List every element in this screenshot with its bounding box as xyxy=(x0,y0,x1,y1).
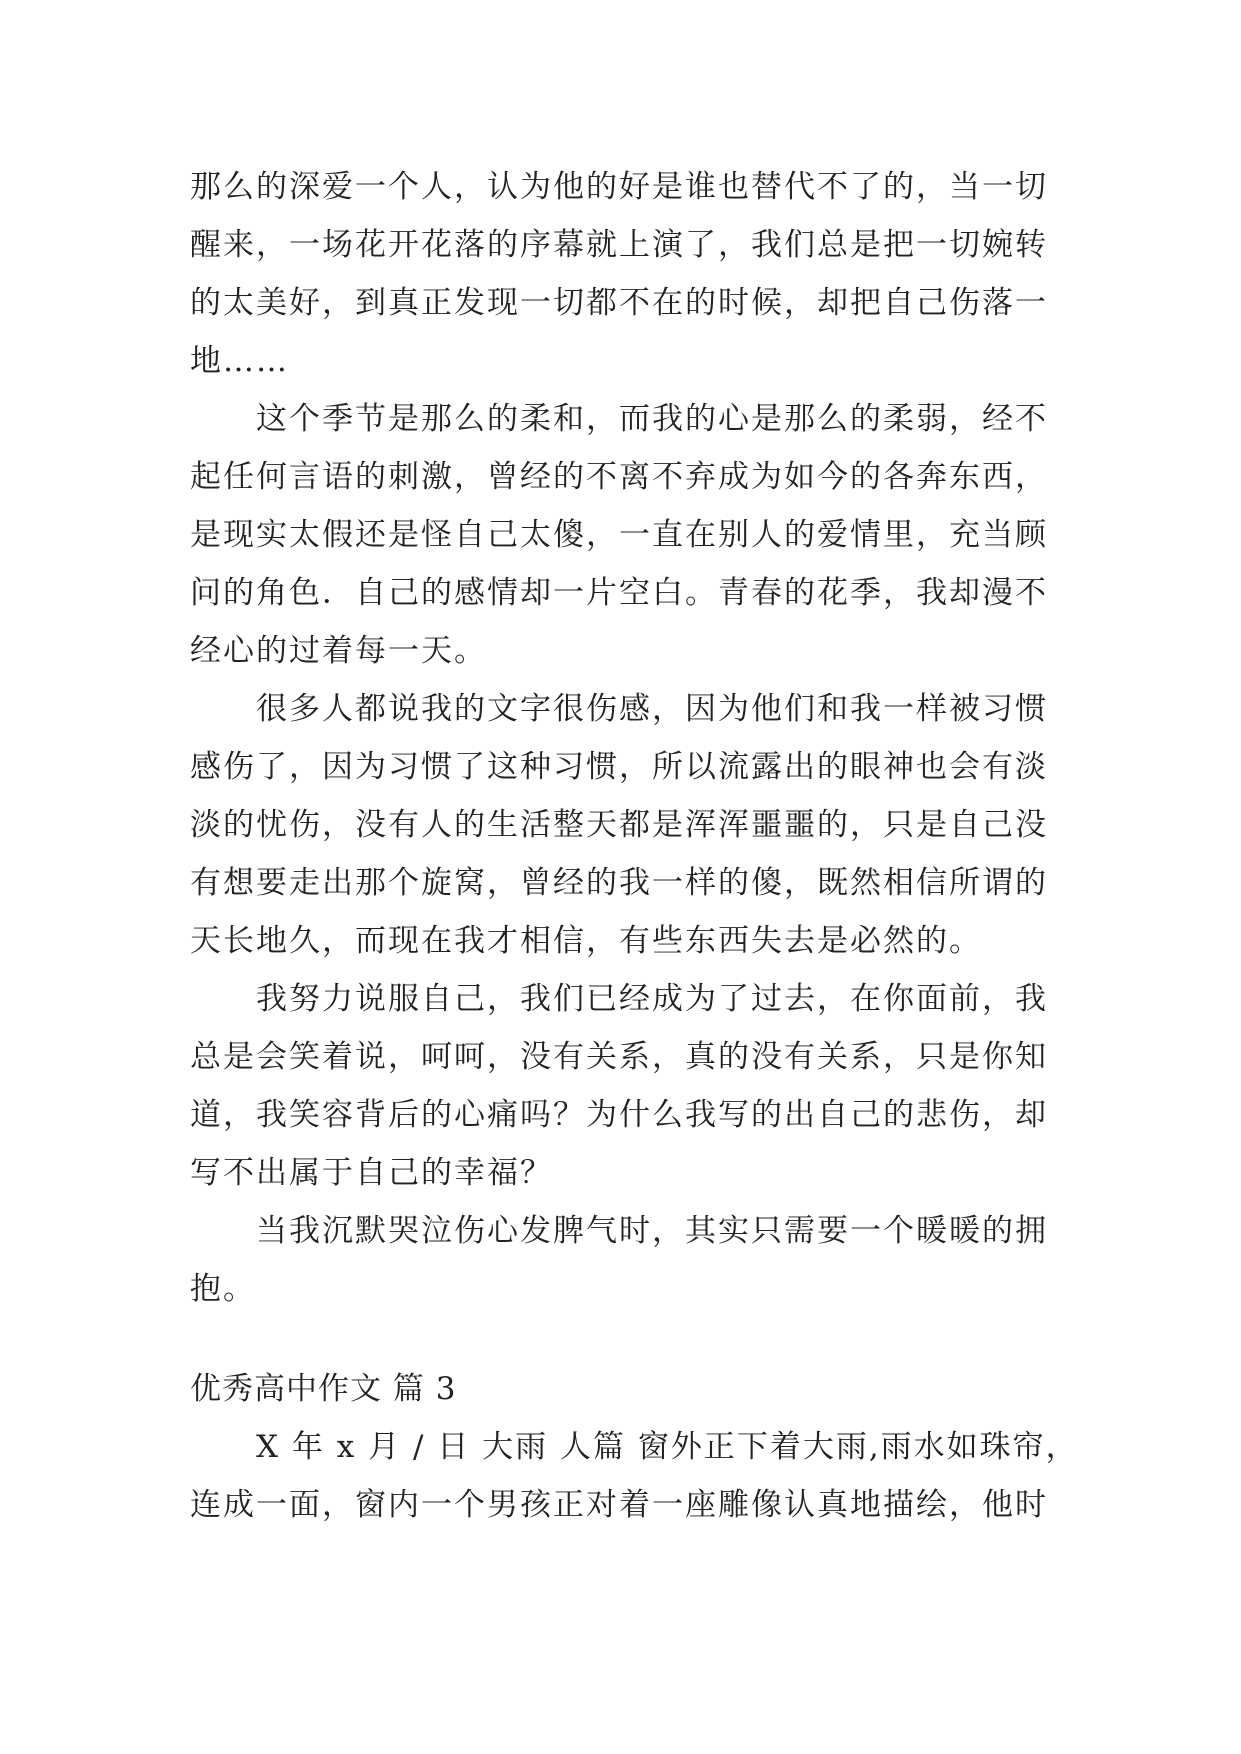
text-line: X 年 x 月 / 日 大雨 人篇 窗外正下着大雨,雨水如珠帘， xyxy=(256,1429,1079,1465)
text-line: 写不出属于自己的幸福？ xyxy=(190,1155,553,1191)
text-line: 道，我笑容背后的心痛吗？为什么我写的出自己的悲伤，却 xyxy=(190,1097,1048,1133)
paragraph-3 xyxy=(190,680,1050,970)
text-line: 很多人都说我的文字很伤感，因为他们和我一样被习惯 xyxy=(256,691,1048,727)
section-title xyxy=(190,1360,1050,1418)
document-body xyxy=(190,158,1079,1534)
paragraph-4 xyxy=(190,970,1050,1202)
text-line: 这个季节是那么的柔和，而我的心是那么的柔弱，经不 xyxy=(256,401,1048,437)
text-line: 感伤了，因为习惯了这种习惯，所以流露出的眼神也会有淡 xyxy=(190,749,1048,785)
text-line: 总是会笑着说，呵呵，没有关系，真的没有关系，只是你知 xyxy=(190,1039,1048,1075)
text-line: 抱。 xyxy=(190,1271,256,1307)
text-line: 连成一面，窗内一个男孩正对着一座雕像认真地描绘，他时 xyxy=(190,1487,1048,1523)
text-line: 那么的深爱一个人，认为他的好是谁也替代不了的，当一切 xyxy=(190,169,1048,205)
text-line: 天长地久，而现在我才相信，有些东西失去是必然的。 xyxy=(190,923,982,959)
text-line: 问的角色．自己的感情却一片空白。青春的花季，我却漫不 xyxy=(190,575,1048,611)
text-line: 是现实太假还是怪自己太傻，一直在别人的爱情里，充当顾 xyxy=(190,517,1048,553)
text-line: 有想要走出那个旋窝，曾经的我一样的傻，既然相信所谓的 xyxy=(190,865,1048,901)
section-paragraph-1 xyxy=(190,1418,1079,1534)
text-line: 醒来，一场花开花落的序幕就上演了，我们总是把一切婉转 xyxy=(190,227,1048,263)
text-line: 经心的过着每一天。 xyxy=(190,633,487,669)
paragraph-2 xyxy=(190,390,1050,680)
text-line: 我努力说服自己，我们已经成为了过去，在你面前，我 xyxy=(256,981,1048,1017)
text-line: 淡的忧伤，没有人的生活整天都是浑浑噩噩的，只是自己没 xyxy=(190,807,1048,843)
text-line: 起任何言语的刺激，曾经的不离不弃成为如今的各奔东西， xyxy=(190,459,1048,495)
section-title-text: 优秀高中作文 篇 3 xyxy=(190,1371,457,1407)
paragraph-5 xyxy=(190,1202,1050,1318)
text-line: 的太美好，到真正发现一切都不在的时候，却把自己伤落一 xyxy=(190,285,1048,321)
paragraph-1 xyxy=(190,158,1050,390)
text-line: 当我沉默哭泣伤心发脾气时，其实只需要一个暖暖的拥 xyxy=(256,1213,1048,1249)
text-line: 地…… xyxy=(190,343,289,379)
